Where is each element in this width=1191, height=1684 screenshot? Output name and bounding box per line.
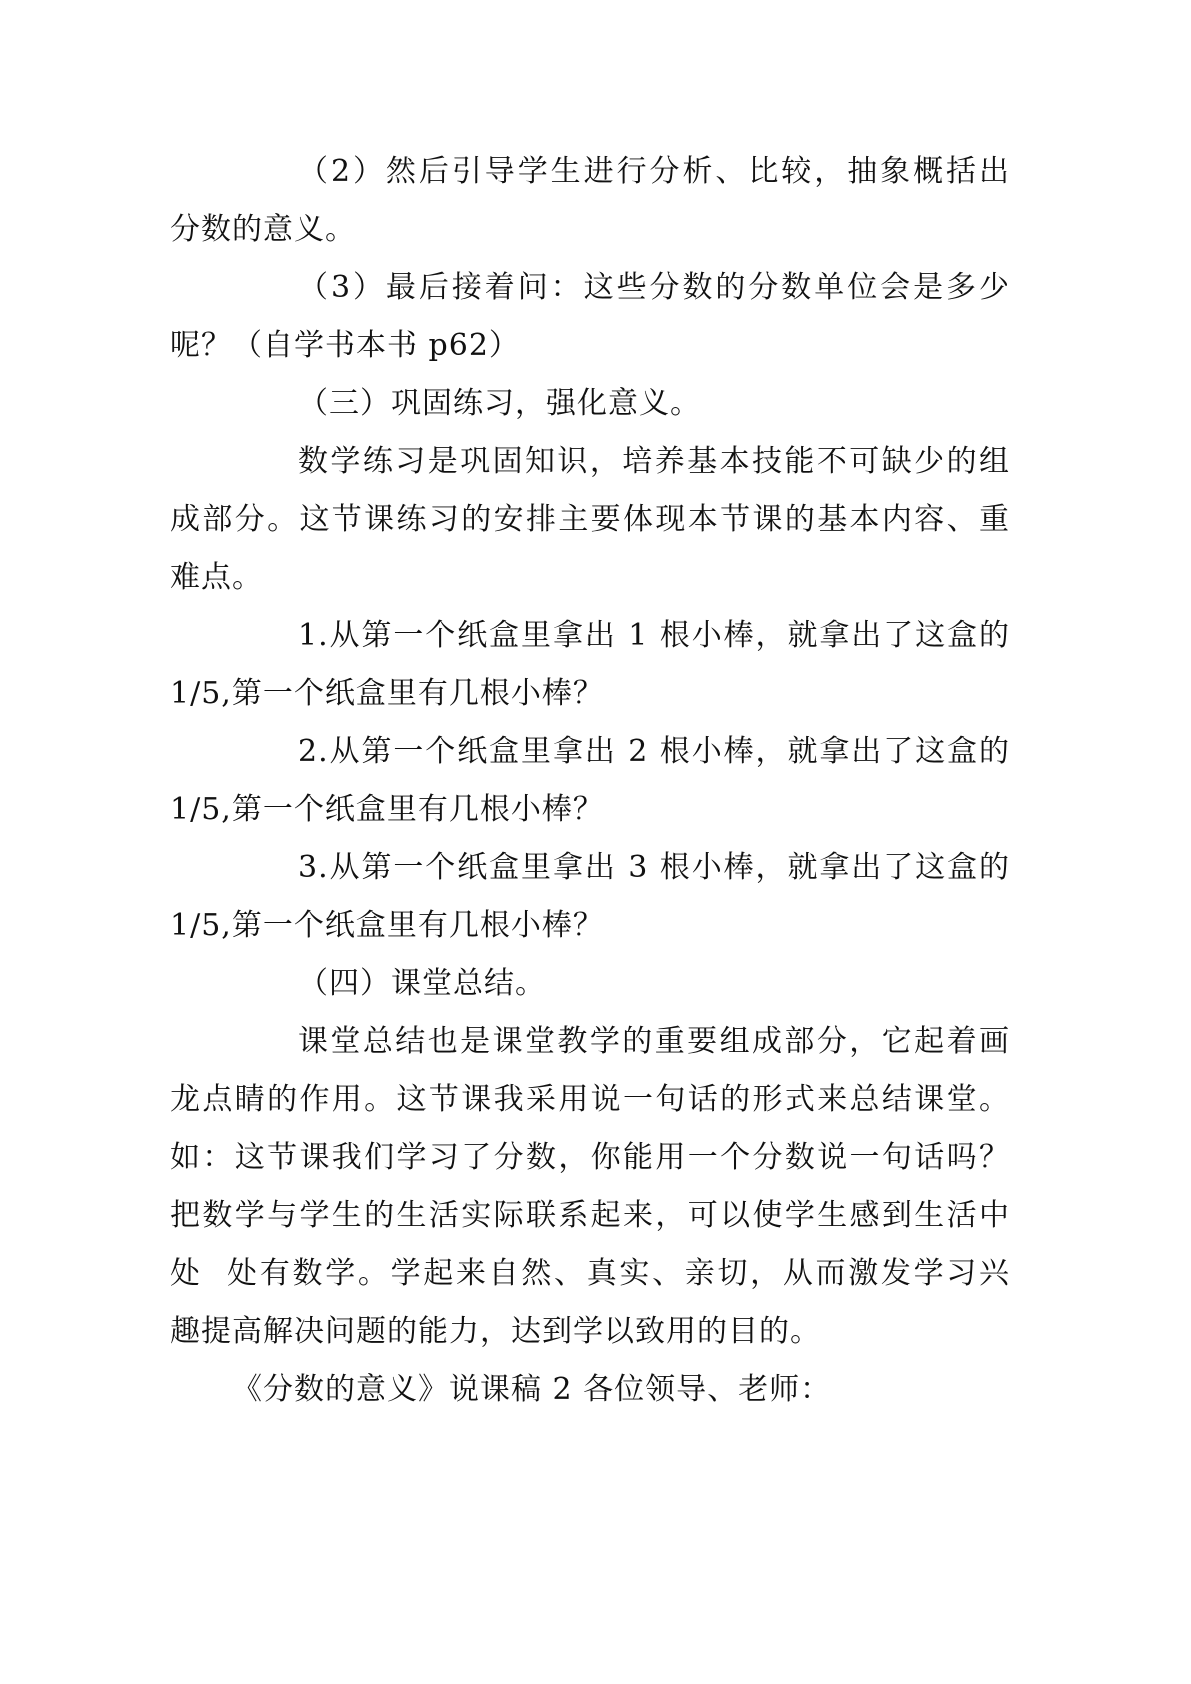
document-title-line: 《分数的意义》说课稿 2 各位领导、老师： [232, 1372, 832, 1407]
paragraph-line: （2）然后引导学生进行分析、比较，抽象概括出 [298, 154, 1010, 189]
exercise-item: 1.从第一个纸盒里拿出 1 根小棒，就拿出了这盒的 [298, 618, 1010, 653]
exercise-item-continuation: 1/5,第一个纸盒里有几根小棒？ [170, 792, 604, 827]
paragraph-line: 处 处有数学。学起来自然、真实、亲切，从而激发学习兴 [170, 1256, 1010, 1291]
paragraph-line: 成部分。这节课练习的安排主要体现本节课的基本内容、重 [170, 502, 1010, 537]
paragraph-line: 趣提高解决问题的能力，达到学以致用的目的。 [170, 1314, 821, 1349]
exercise-item-continuation: 1/5,第一个纸盒里有几根小棒？ [170, 908, 604, 943]
exercise-item-continuation: 1/5,第一个纸盒里有几根小棒？ [170, 676, 604, 711]
paragraph-line: 如：这节课我们学习了分数，你能用一个分数说一句话吗？ [170, 1140, 1010, 1175]
paragraph-line: 呢？（自学书本书 p62） [170, 328, 520, 363]
exercise-item: 3.从第一个纸盒里拿出 3 根小棒，就拿出了这盒的 [298, 850, 1010, 885]
paragraph-line: 分数的意义。 [170, 212, 356, 247]
paragraph-line: 把数学与学生的生活实际联系起来，可以使学生感到生活中 [170, 1198, 1010, 1233]
section-heading: （四）课堂总结。 [298, 966, 546, 1001]
paragraph-line: 龙点睛的作用。这节课我采用说一句话的形式来总结课堂。 [170, 1082, 1010, 1117]
paragraph-line: 课堂总结也是课堂教学的重要组成部分，它起着画 [298, 1024, 1010, 1059]
paragraph-line: （3）最后接着问：这些分数的分数单位会是多少 [298, 270, 1010, 305]
exercise-item: 2.从第一个纸盒里拿出 2 根小棒，就拿出了这盒的 [298, 734, 1010, 769]
section-heading: （三）巩固练习，强化意义。 [298, 386, 701, 421]
paragraph-line: 难点。 [170, 560, 263, 595]
paragraph-line: 数学练习是巩固知识，培养基本技能不可缺少的组 [298, 444, 1010, 479]
